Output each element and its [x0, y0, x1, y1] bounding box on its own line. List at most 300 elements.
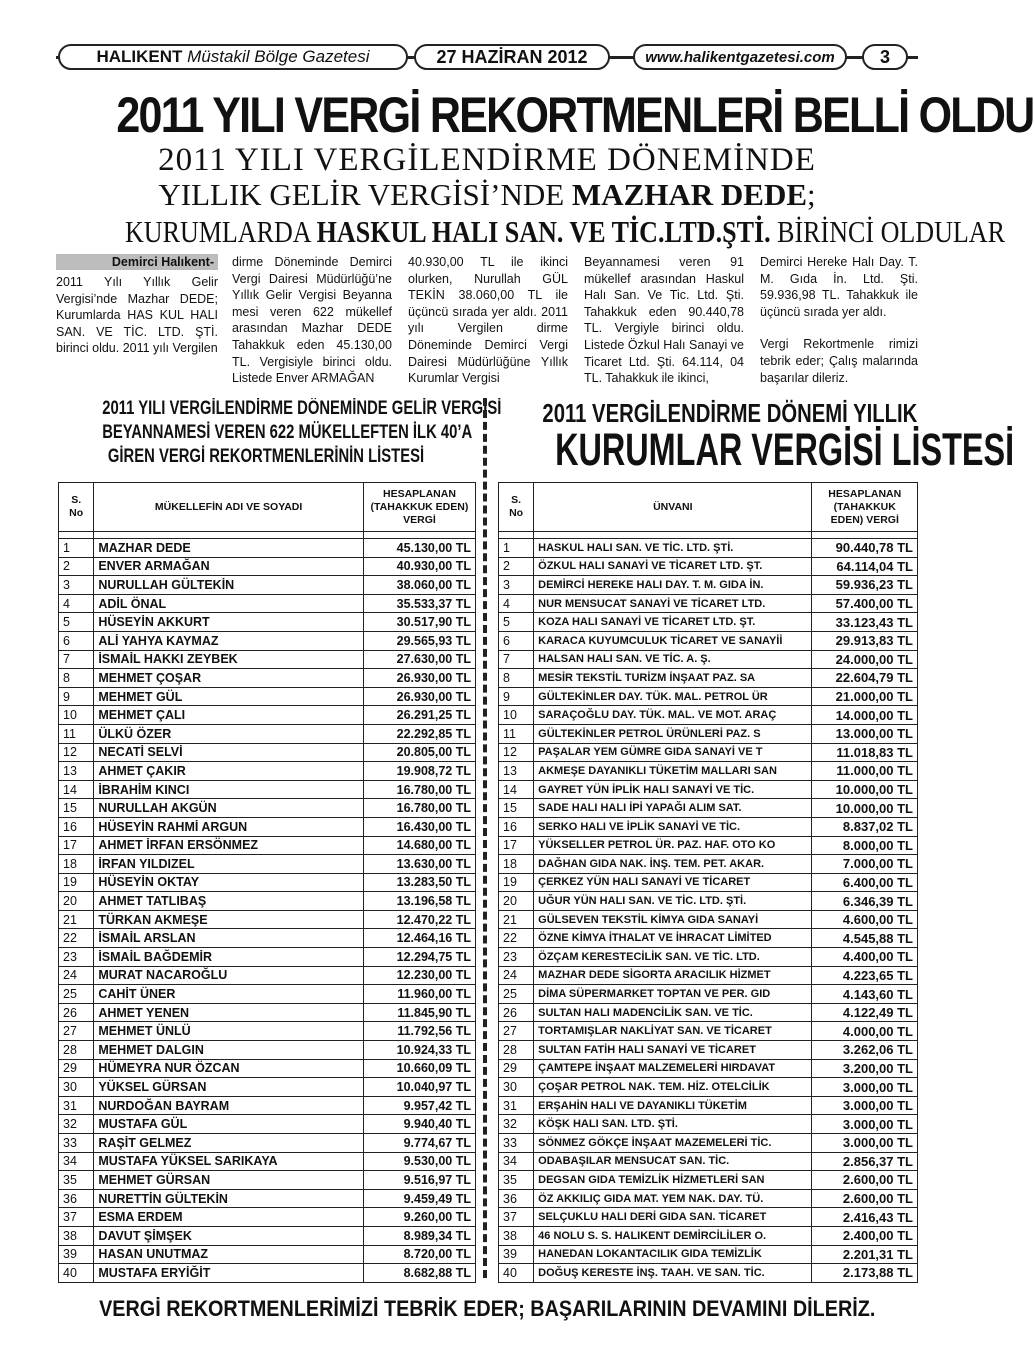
taxpayer-name: MEHMET GÜL: [94, 687, 364, 706]
row-number: 34: [59, 1152, 94, 1171]
taxpayer-name: AHMET İRFAN ERSÖNMEZ: [94, 836, 364, 855]
taxpayer-name: GAYRET YÜN İPLİK HALI SANAYİ VE TİC.: [534, 780, 812, 799]
tax-amount: 2.201,31 TL: [812, 1245, 918, 1264]
table-row: [59, 613, 476, 632]
table-row: [59, 594, 476, 613]
tax-amount: 12.294,75 TL: [363, 948, 475, 967]
table-row: [59, 1041, 476, 1060]
tax-amount: 30.517,90 TL: [363, 613, 475, 632]
tax-amount: 8.720,00 TL: [363, 1245, 475, 1264]
income-tax-table: [58, 482, 476, 1283]
tax-amount: 20.805,00 TL: [363, 743, 475, 762]
article-col-3: 40.930,00 TL ile ikinci olurken, Nurullah GÜL TEKİN 38.060,00 TL ile üçüncü sırada yer aldı. 2011 yılı Vergilen dirme Döneminde Demirci Vergi Dairesi Müdürlüğüne Yıllık Kurumlar Vergisi: [408, 255, 568, 386]
taxpayer-name: AHMET ÇAKIR: [94, 762, 364, 781]
taxpayer-name: ODABAŞILAR MENSUCAT SAN. TİC.: [534, 1152, 812, 1171]
row-number: 40: [59, 1264, 94, 1283]
taxpayer-name: YÜKSELLER PETROL ÜR. PAZ. HAF. OTO KO: [534, 836, 812, 855]
tax-amount: 9.260,00 TL: [363, 1208, 475, 1227]
table-row: [499, 594, 918, 613]
taxpayer-name: SELÇUKLU HALI DERİ GIDA SAN. TİCARET: [534, 1208, 812, 1227]
table-row: [499, 1022, 918, 1041]
row-number: 22: [59, 929, 94, 948]
tax-amount: 8.837,02 TL: [812, 817, 918, 836]
row-number: 39: [59, 1245, 94, 1264]
row-number: 31: [499, 1096, 534, 1115]
row-number: 11: [499, 724, 534, 743]
table-row: [499, 743, 918, 762]
row-number: 3: [59, 576, 94, 595]
table-row: [59, 1189, 476, 1208]
taxpayer-name: SERKO HALI VE İPLİK SANAYİ VE TİC.: [534, 817, 812, 836]
table-row: [499, 892, 918, 911]
row-number: 18: [59, 855, 94, 874]
row-number: 29: [499, 1059, 534, 1078]
table-row: [499, 1245, 918, 1264]
tax-amount: 2.600,00 TL: [812, 1189, 918, 1208]
table-row: [499, 929, 918, 948]
taxpayer-name: HALSAN HALI SAN. VE TİC. A. Ş.: [534, 650, 812, 669]
taxpayer-name: YÜKSEL GÜRSAN: [94, 1078, 364, 1097]
row-number: 2: [499, 557, 534, 576]
table-row: [59, 706, 476, 725]
tax-amount: 10.040,97 TL: [363, 1078, 475, 1097]
taxpayer-name: SARAÇOĞLU DAY. TÜK. MAL. VE MOT. ARAÇ: [534, 706, 812, 725]
table-row: [59, 687, 476, 706]
row-number: 32: [499, 1115, 534, 1134]
table-row: [499, 1226, 918, 1245]
table-row: [499, 985, 918, 1004]
subhead-line-3: KURUMLARDA HASKUL HALI SAN. VE TİC.LTD.ŞTİ. BİRİNCİ OLDULAR: [124, 214, 1005, 249]
taxpayer-name: DOĞUŞ KERESTE İNŞ. TAAH. VE SAN. TİC.: [534, 1264, 812, 1283]
taxpayer-name: MUSTAFA YÜKSEL SARIKAYA: [94, 1152, 364, 1171]
tax-amount: 4.143,60 TL: [812, 985, 918, 1004]
table-row: [499, 539, 918, 558]
row-number: 27: [59, 1022, 94, 1041]
row-number: 10: [59, 706, 94, 725]
taxpayer-name: MUSTAFA ERYİĞİT: [94, 1264, 364, 1283]
col-header-amount: HESAPLANAN (TAHAKKUK EDEN) VERGİ: [363, 483, 475, 532]
taxpayer-name: DEMİRCİ HEREKE HALI DAY. T. M. GIDA İN.: [534, 576, 812, 595]
tax-amount: 8.682,88 TL: [363, 1264, 475, 1283]
taxpayer-name: HÜSEYİN OKTAY: [94, 873, 364, 892]
taxpayer-name: MEHMET ÜNLÜ: [94, 1022, 364, 1041]
table-row: [59, 817, 476, 836]
masthead-pill: [58, 44, 408, 70]
article-col-2: dirme Döneminde Demirci Vergi Dairesi Müdürlüğü’ne Yıllık Gelir Vergisi Beyanna mesi veren 622 mükellef arasından Mazhar DEDE Tahakkuk eden 45.130,00 TL. Vergisiyle birinci oldu. Listede Enver ARMAĞAN: [232, 255, 392, 386]
tax-amount: 2.600,00 TL: [812, 1171, 918, 1190]
tax-amount: 10.000,00 TL: [812, 780, 918, 799]
article-col-1: [56, 254, 218, 357]
table-row: [59, 762, 476, 781]
tax-amount: 6.346,39 TL: [812, 892, 918, 911]
row-number: 40: [499, 1264, 534, 1283]
row-number: 5: [59, 613, 94, 632]
row-number: 38: [59, 1226, 94, 1245]
row-number: 25: [59, 985, 94, 1004]
row-number: 17: [499, 836, 534, 855]
article-col-4: Beyannamesi veren 91 mükellef arasından Haskul Halı San. Ve Tic. Ltd. Şti. Tahakkuk eden 90.440,78 TL. Vergiyle birinci oldu. Listede Özkul Halı Sanayi ve Ticaret Ltd. Şti. 64.114, 04 TL. Tahakkuk ile ikinci,: [584, 255, 744, 386]
tax-amount: 24.000,00 TL: [812, 650, 918, 669]
tax-amount: 3.000,00 TL: [812, 1115, 918, 1134]
right-title-1: 2011 VERGİLENDİRME DÖNEMİ YILLIK: [542, 398, 918, 428]
row-number: 14: [499, 780, 534, 799]
taxpayer-name: ÖZNE KİMYA İTHALAT VE İHRACAT LİMİTED: [534, 929, 812, 948]
tax-amount: 4.400,00 TL: [812, 948, 918, 967]
row-number: 38: [499, 1226, 534, 1245]
tax-amount: 14.000,00 TL: [812, 706, 918, 725]
row-number: 4: [499, 594, 534, 613]
row-number: 30: [499, 1078, 534, 1097]
tax-amount: 3.000,00 TL: [812, 1134, 918, 1153]
row-number: 20: [59, 892, 94, 911]
article-text-1: 2011 Yılı Yıllık Gelir Vergisi’nde Mazhar DEDE; Kurumlarda HAS KUL HALI SAN. VE TİC. LTD. ŞTİ. birinci oldu. 2011 yılı Vergilen: [56, 275, 218, 356]
row-number: 9: [59, 687, 94, 706]
row-number: 12: [499, 743, 534, 762]
taxpayer-name: ÖZ AKKILIÇ GIDA MAT. YEM NAK. DAY. TÜ.: [534, 1189, 812, 1208]
tax-amount: 12.464,16 TL: [363, 929, 475, 948]
tax-amount: 4.545,88 TL: [812, 929, 918, 948]
article-text-5a: Demirci Hereke Halı Day. T. M. Gıda İn. Ltd. Şti. 59.936,98 TL. Tahakkuk ile üçüncü sırada yer aldı.: [760, 255, 918, 319]
taxpayer-name: HASKUL HALI SAN. VE TİC. LTD. ŞTİ.: [534, 539, 812, 558]
tax-amount: 4.223,65 TL: [812, 966, 918, 985]
row-number: 2: [59, 557, 94, 576]
tax-amount: 3.262,06 TL: [812, 1041, 918, 1060]
table-row: [499, 1078, 918, 1097]
tax-amount: 9.516,97 TL: [363, 1171, 475, 1190]
table-row: [59, 539, 476, 558]
taxpayer-name: İSMAİL BAĞDEMİR: [94, 948, 364, 967]
tax-amount: 9.459,49 TL: [363, 1189, 475, 1208]
table-row: [499, 576, 918, 595]
taxpayer-name: ENVER ARMAĞAN: [94, 557, 364, 576]
tax-amount: 3.000,00 TL: [812, 1096, 918, 1115]
row-number: 21: [59, 910, 94, 929]
taxpayer-name: SADE HALI HALI İPİ YAPAĞI ALIM SAT.: [534, 799, 812, 818]
table-row: [499, 817, 918, 836]
table-row: [59, 966, 476, 985]
taxpayer-name: ÖZÇAM KERESTECİLİK SAN. VE TİC. LTD.: [534, 948, 812, 967]
table-row: [59, 1059, 476, 1078]
tax-amount: 29.913,83 TL: [812, 631, 918, 650]
table-row: [59, 669, 476, 688]
table-row: [499, 1003, 918, 1022]
tax-amount: 10.924,33 TL: [363, 1041, 475, 1060]
table-row: [499, 1041, 918, 1060]
table-row: [499, 631, 918, 650]
tax-amount: 9.774,67 TL: [363, 1134, 475, 1153]
table-row: [59, 929, 476, 948]
table-row: [59, 631, 476, 650]
table-row: [499, 613, 918, 632]
article-dateline: Demirci Halıkent-: [56, 254, 218, 270]
col-header-no: S. No: [59, 483, 94, 532]
taxpayer-name: İSMAİL HAKKI ZEYBEK: [94, 650, 364, 669]
row-number: 8: [59, 669, 94, 688]
row-number: 29: [59, 1059, 94, 1078]
tax-amount: 13.283,50 TL: [363, 873, 475, 892]
taxpayer-name: GÜLSEVEN TEKSTİL KİMYA GIDA SANAYİ: [534, 910, 812, 929]
left-title: 2011 YILI VERGİLENDİRME DÖNEMİNDE GELİR VERGİSİ BEYANNAMESİ VEREN 622 MÜKELLEFTEN İLK 40’A GİREN VERGİ REKORTMENLERİNİN LİSTESİ: [102, 398, 502, 467]
tax-amount: 26.930,00 TL: [363, 669, 475, 688]
row-number: 1: [499, 539, 534, 558]
table-row: [59, 985, 476, 1004]
taxpayer-name: ÜLKÜ ÖZER: [94, 724, 364, 743]
table-row: [499, 1171, 918, 1190]
taxpayer-name: TORTAMIŞLAR NAKLİYAT SAN. VE TİCARET: [534, 1022, 812, 1041]
taxpayer-name: HÜMEYRA NUR ÖZCAN: [94, 1059, 364, 1078]
taxpayer-name: DİMA SÜPERMARKET TOPTAN VE PER. GID: [534, 985, 812, 1004]
row-number: 26: [499, 1003, 534, 1022]
row-number: 37: [59, 1208, 94, 1227]
row-number: 33: [499, 1134, 534, 1153]
tax-amount: 13.630,00 TL: [363, 855, 475, 874]
corporate-tax-table: [498, 482, 918, 1283]
tax-amount: 90.440,78 TL: [812, 539, 918, 558]
article-text-5b: Vergi Rekortmenle rimizi tebrik eder; Çalış malarında başarılar dileriz.: [760, 337, 918, 385]
table-row: [499, 1134, 918, 1153]
row-number: 26: [59, 1003, 94, 1022]
table-row: [59, 1208, 476, 1227]
table-row: [499, 1115, 918, 1134]
row-number: 1: [59, 539, 94, 558]
row-number: 25: [499, 985, 534, 1004]
taxpayer-name: DEGSAN GIDA TEMİZLİK HİZMETLERİ SAN: [534, 1171, 812, 1190]
table-row: [499, 799, 918, 818]
row-number: 35: [59, 1171, 94, 1190]
table-row: [499, 1096, 918, 1115]
tax-amount: 7.000,00 TL: [812, 855, 918, 874]
table-row: [499, 762, 918, 781]
tax-amount: 21.000,00 TL: [812, 687, 918, 706]
tax-amount: 16.780,00 TL: [363, 780, 475, 799]
row-number: 39: [499, 1245, 534, 1264]
taxpayer-name: İBRAHİM KINCI: [94, 780, 364, 799]
tax-amount: 35.533,37 TL: [363, 594, 475, 613]
row-number: 4: [59, 594, 94, 613]
tax-amount: 4.122,49 TL: [812, 1003, 918, 1022]
col-header-no: S. No: [499, 483, 534, 532]
taxpayer-name: ERŞAHİN HALI VE DAYANIKLI TÜKETİM: [534, 1096, 812, 1115]
row-number: 7: [499, 650, 534, 669]
table-row: [499, 855, 918, 874]
row-number: 16: [59, 817, 94, 836]
row-number: 19: [499, 873, 534, 892]
table-row: [499, 557, 918, 576]
taxpayer-name: İRFAN YILDIZEL: [94, 855, 364, 874]
row-number: 12: [59, 743, 94, 762]
tax-amount: 2.173,88 TL: [812, 1264, 918, 1283]
tax-amount: 45.130,00 TL: [363, 539, 475, 558]
taxpayer-name: MURAT NACAROĞLU: [94, 966, 364, 985]
row-number: 31: [59, 1096, 94, 1115]
table-row: [59, 724, 476, 743]
col-header-name: MÜKELLEFİN ADI VE SOYADI: [94, 483, 364, 532]
row-number: 34: [499, 1152, 534, 1171]
table-row: [59, 1245, 476, 1264]
row-number: 14: [59, 780, 94, 799]
subhead-line-1: 2011 YILI VERGİLENDİRME DÖNEMİNDE: [158, 142, 816, 178]
table-row: [59, 873, 476, 892]
taxpayer-name: MAZHAR DEDE SİGORTA ARACILIK HİZMET: [534, 966, 812, 985]
col-header-amount: HESAPLANAN (TAHAKKUK EDEN) VERGİ: [812, 483, 918, 532]
taxpayer-name: MESİR TEKSTİL TURİZM İNŞAAT PAZ. SA: [534, 669, 812, 688]
tax-amount: 11.018,83 TL: [812, 743, 918, 762]
row-number: 32: [59, 1115, 94, 1134]
table-row: [59, 1226, 476, 1245]
taxpayer-name: NURDOĞAN BAYRAM: [94, 1096, 364, 1115]
table-row: [499, 687, 918, 706]
tax-amount: 38.060,00 TL: [363, 576, 475, 595]
table-row: [499, 724, 918, 743]
table-row: [59, 948, 476, 967]
row-number: 36: [499, 1189, 534, 1208]
table-row: [59, 799, 476, 818]
table-row: [499, 910, 918, 929]
tax-amount: 3.000,00 TL: [812, 1078, 918, 1097]
row-number: 21: [499, 910, 534, 929]
table-row: [499, 650, 918, 669]
row-number: 9: [499, 687, 534, 706]
taxpayer-name: TÜRKAN AKMEŞE: [94, 910, 364, 929]
table-row: [499, 1189, 918, 1208]
taxpayer-name: GÜLTEKİNLER DAY. TÜK. MAL. PETROL ÜR: [534, 687, 812, 706]
row-number: 27: [499, 1022, 534, 1041]
table-row: [499, 1208, 918, 1227]
tax-amount: 59.936,23 TL: [812, 576, 918, 595]
table-row: [59, 1022, 476, 1041]
tax-amount: 9.957,42 TL: [363, 1096, 475, 1115]
row-number: 15: [59, 799, 94, 818]
taxpayer-name: MUSTAFA GÜL: [94, 1115, 364, 1134]
tax-amount: 13.000,00 TL: [812, 724, 918, 743]
taxpayer-name: NUR MENSUCAT SANAYİ VE TİCARET LTD.: [534, 594, 812, 613]
row-number: 30: [59, 1078, 94, 1097]
taxpayer-name: PAŞALAR YEM GÜMRE GIDA SANAYİ VE T: [534, 743, 812, 762]
tax-amount: 57.400,00 TL: [812, 594, 918, 613]
taxpayer-name: ESMA ERDEM: [94, 1208, 364, 1227]
taxpayer-name: MEHMET ÇALI: [94, 706, 364, 725]
tax-amount: 27.630,00 TL: [363, 650, 475, 669]
taxpayer-name: MAZHAR DEDE: [94, 539, 364, 558]
table-row: [59, 1134, 476, 1153]
page-number: 3: [862, 44, 908, 70]
paper-subtitle: Müstakil Bölge Gazetesi: [187, 47, 370, 66]
taxpayer-name: SULTAN FATİH HALI SANAYİ VE TİCARET: [534, 1041, 812, 1060]
row-number: 28: [499, 1041, 534, 1060]
tax-amount: 10.660,09 TL: [363, 1059, 475, 1078]
table-row: [59, 1171, 476, 1190]
date-pill: 27 HAZİRAN 2012: [414, 44, 610, 70]
row-number: 8: [499, 669, 534, 688]
taxpayer-name: AHMET YENEN: [94, 1003, 364, 1022]
taxpayer-name: NURULLAH AKGÜN: [94, 799, 364, 818]
table-row: [59, 1096, 476, 1115]
table-row: [59, 1264, 476, 1283]
tax-amount: 3.200,00 TL: [812, 1059, 918, 1078]
tax-amount: 9.530,00 TL: [363, 1152, 475, 1171]
taxpayer-name: AHMET TATLIBAŞ: [94, 892, 364, 911]
table-row: [499, 948, 918, 967]
col-header-title: ÜNVANI: [534, 483, 812, 532]
taxpayer-name: HÜSEYİN AKKURT: [94, 613, 364, 632]
taxpayer-name: NECATİ SELVİ: [94, 743, 364, 762]
taxpayer-name: HÜSEYİN RAHMİ ARGUN: [94, 817, 364, 836]
table-row: [59, 743, 476, 762]
right-title-2: KURUMLAR VERGİSİ LİSTESİ: [555, 424, 1015, 475]
tax-amount: 16.780,00 TL: [363, 799, 475, 818]
taxpayer-name: DAĞHAN GIDA NAK. İNŞ. TEM. PET. AKAR.: [534, 855, 812, 874]
table-row: [59, 836, 476, 855]
table-row: [499, 706, 918, 725]
row-number: 24: [499, 966, 534, 985]
tax-amount: 22.292,85 TL: [363, 724, 475, 743]
row-number: 18: [499, 855, 534, 874]
row-number: 33: [59, 1134, 94, 1153]
tax-amount: 22.604,79 TL: [812, 669, 918, 688]
table-row: [59, 780, 476, 799]
article-col-5: [760, 254, 918, 386]
taxpayer-name: MEHMET DALGIN: [94, 1041, 364, 1060]
taxpayer-name: AKMEŞE DAYANIKLI TÜKETİM MALLARI SAN: [534, 762, 812, 781]
row-number: 10: [499, 706, 534, 725]
row-number: 7: [59, 650, 94, 669]
tax-amount: 11.000,00 TL: [812, 762, 918, 781]
table-row: [59, 1078, 476, 1097]
table-row: [59, 892, 476, 911]
tax-amount: 19.908,72 TL: [363, 762, 475, 781]
taxpayer-name: MEHMET GÜRSAN: [94, 1171, 364, 1190]
taxpayer-name: ALİ YAHYA KAYMAZ: [94, 631, 364, 650]
row-number: 15: [499, 799, 534, 818]
row-number: 5: [499, 613, 534, 632]
website-pill: www.halikentgazetesi.com: [633, 44, 847, 70]
taxpayer-name: ÇAMTEPE İNŞAAT MALZEMELERİ HIRDAVAT: [534, 1059, 812, 1078]
tax-amount: 12.230,00 TL: [363, 966, 475, 985]
taxpayer-name: MEHMET ÇOŞAR: [94, 669, 364, 688]
tax-amount: 2.416,43 TL: [812, 1208, 918, 1227]
table-row: [499, 1264, 918, 1283]
taxpayer-name: HASAN UNUTMAZ: [94, 1245, 364, 1264]
tax-amount: 8.000,00 TL: [812, 836, 918, 855]
tax-amount: 26.291,25 TL: [363, 706, 475, 725]
tax-amount: 8.989,34 TL: [363, 1226, 475, 1245]
taxpayer-name: SÖNMEZ GÖKÇE İNŞAAT MAZEMELERİ TİC.: [534, 1134, 812, 1153]
tax-amount: 9.940,40 TL: [363, 1115, 475, 1134]
table-row: [499, 836, 918, 855]
table-row: [59, 910, 476, 929]
taxpayer-name: DAVUT ŞİMŞEK: [94, 1226, 364, 1245]
row-number: 3: [499, 576, 534, 595]
row-number: 35: [499, 1171, 534, 1190]
row-number: 13: [499, 762, 534, 781]
tax-amount: 12.470,22 TL: [363, 910, 475, 929]
tax-amount: 11.845,90 TL: [363, 1003, 475, 1022]
subhead-line-2: YILLIK GELİR VERGİSİ’NDE MAZHAR DEDE;: [158, 177, 816, 212]
table-row: [59, 576, 476, 595]
tax-amount: 11.792,56 TL: [363, 1022, 475, 1041]
tax-amount: 11.960,00 TL: [363, 985, 475, 1004]
footer-banner: VERGİ REKORTMENLERİMİZİ TEBRİK EDER; BAŞARILARININ DEVAMINI DİLERİZ.: [99, 1296, 876, 1321]
row-number: 28: [59, 1041, 94, 1060]
table-row: [59, 1003, 476, 1022]
taxpayer-name: KÖŞK HALI SAN. LTD. ŞTİ.: [534, 1115, 812, 1134]
tax-amount: 4.600,00 TL: [812, 910, 918, 929]
row-number: 19: [59, 873, 94, 892]
taxpayer-name: İSMAİL ARSLAN: [94, 929, 364, 948]
table-row: [499, 873, 918, 892]
taxpayer-name: NURULLAH GÜLTEKİN: [94, 576, 364, 595]
table-row: [499, 1059, 918, 1078]
